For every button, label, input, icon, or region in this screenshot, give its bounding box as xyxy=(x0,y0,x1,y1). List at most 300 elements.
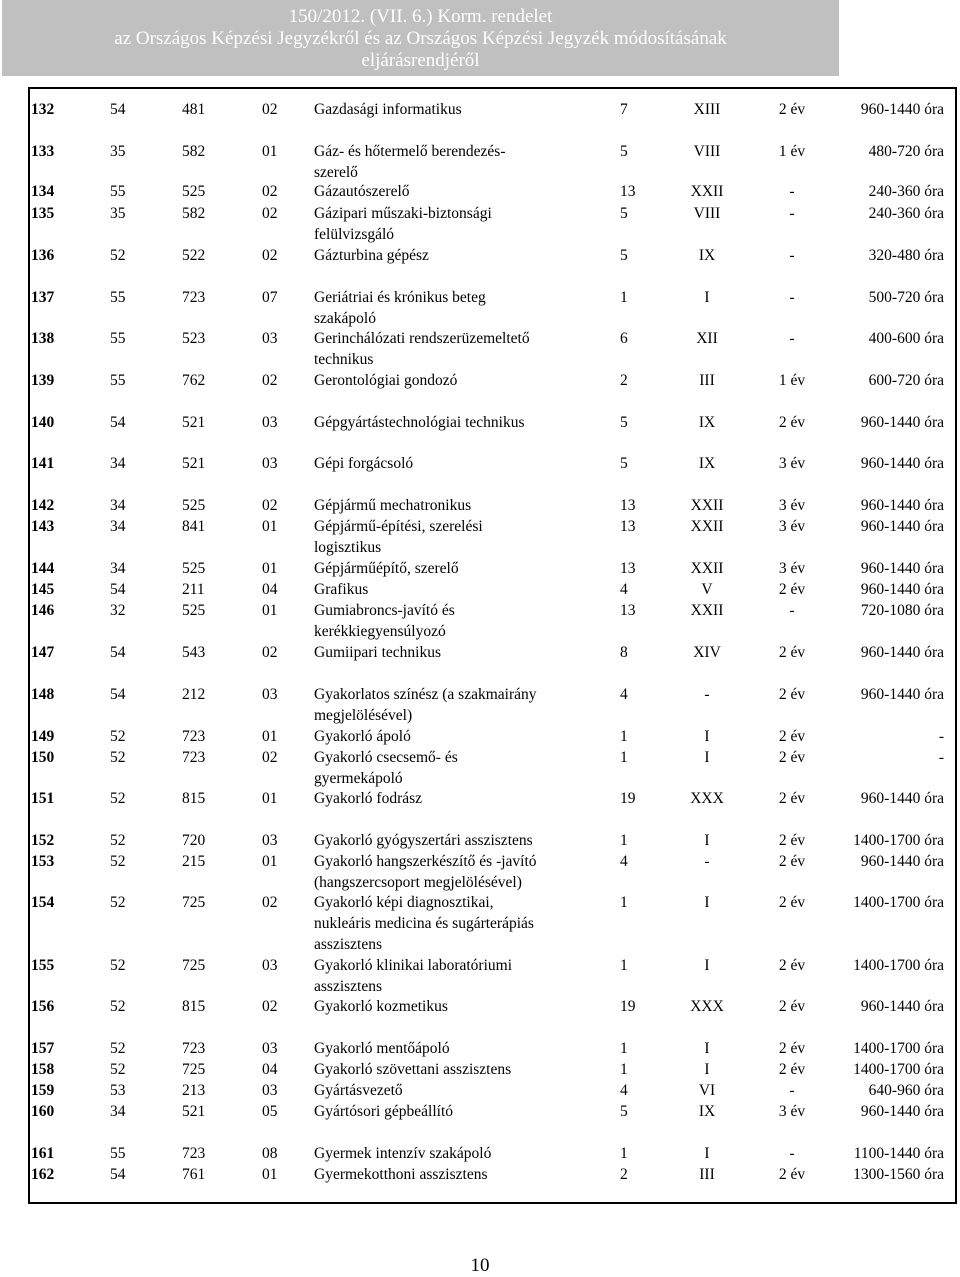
code-part-1: 35 xyxy=(110,143,126,160)
qualification-name: Gerontológiai gondozó xyxy=(314,372,458,389)
duration-years: 3 év xyxy=(778,497,806,514)
row-number: 152 xyxy=(31,832,55,849)
code-part-2: 815 xyxy=(182,998,206,1015)
code-part-1: 54 xyxy=(110,1166,126,1183)
row-number: 148 xyxy=(31,686,55,703)
code-part-1: 52 xyxy=(110,1061,126,1078)
table-row xyxy=(0,643,960,665)
level-code: 19 xyxy=(620,998,636,1015)
code-part-3: 02 xyxy=(262,749,278,766)
roman-group: IX xyxy=(698,414,716,431)
code-part-3: 04 xyxy=(262,581,278,598)
level-code: 5 xyxy=(620,143,628,160)
table-row xyxy=(0,956,960,978)
level-code: 1 xyxy=(620,728,628,745)
level-code: 2 xyxy=(620,1166,628,1183)
qualification-name: Gáz- és hőtermelő berendezés- xyxy=(314,143,506,160)
code-part-1: 55 xyxy=(110,330,126,347)
duration-hours: 480-720 óra xyxy=(868,143,944,160)
qualification-name: Gyakorlatos színész (a szakmairány xyxy=(314,686,537,703)
code-part-2: 525 xyxy=(182,602,206,619)
code-part-1: 34 xyxy=(110,497,126,514)
code-part-2: 213 xyxy=(182,1082,206,1099)
duration-years: - xyxy=(789,289,795,306)
qualification-name: Geriátriai és krónikus beteg xyxy=(314,289,486,306)
table-row xyxy=(0,517,960,539)
row-number: 151 xyxy=(31,790,55,807)
qualification-name: Gépjárműépítő, szerelő xyxy=(314,560,459,577)
level-code: 5 xyxy=(620,414,628,431)
qualification-name-continued: szerelő xyxy=(314,164,358,181)
table-row xyxy=(0,371,960,393)
duration-hours: 960-1440 óra xyxy=(860,101,944,118)
level-code: 8 xyxy=(620,644,628,661)
code-part-3: 02 xyxy=(262,497,278,514)
level-code: 6 xyxy=(620,330,628,347)
table-row xyxy=(0,288,960,310)
qualification-name: Gumiipari technikus xyxy=(314,644,441,661)
row-number: 158 xyxy=(31,1061,55,1078)
qualification-name: Gázipari műszaki-biztonsági xyxy=(314,205,492,222)
code-part-3: 02 xyxy=(262,101,278,118)
code-part-3: 03 xyxy=(262,832,278,849)
duration-years: 2 év xyxy=(778,644,806,661)
duration-years: - xyxy=(789,602,795,619)
code-part-3: 03 xyxy=(262,1082,278,1099)
roman-group: V xyxy=(701,581,713,598)
duration-years: 1 év xyxy=(778,372,806,389)
qualification-name: Gyakorló fodrász xyxy=(314,790,423,807)
table-row xyxy=(0,1060,960,1082)
qualification-name: Gépi forgácsoló xyxy=(314,455,414,472)
row-number: 134 xyxy=(31,183,55,200)
qualification-name: Gyakorló képi diagnosztikai, xyxy=(314,894,494,911)
code-part-2: 762 xyxy=(182,372,206,389)
duration-hours: 960-1440 óra xyxy=(860,560,944,577)
qualification-name: Gépgyártástechnológiai technikus xyxy=(314,414,525,431)
duration-hours: - xyxy=(938,728,944,745)
code-part-2: 815 xyxy=(182,790,206,807)
duration-hours: 1400-1700 óra xyxy=(853,1061,944,1078)
code-part-3: 07 xyxy=(262,289,278,306)
duration-years: 2 év xyxy=(778,832,806,849)
table-row xyxy=(0,601,960,623)
roman-group: XXII xyxy=(690,602,724,619)
level-code: 4 xyxy=(620,853,628,870)
roman-group: IX xyxy=(698,247,716,264)
qualification-name-continued: szakápoló xyxy=(314,310,376,327)
code-part-2: 582 xyxy=(182,143,206,160)
table-row xyxy=(0,1144,960,1166)
roman-group: VIII xyxy=(693,143,721,160)
row-number: 140 xyxy=(31,414,55,431)
code-part-2: 725 xyxy=(182,1061,206,1078)
qualification-name: Gépjármű-építési, szerelési xyxy=(314,518,483,535)
level-code: 1 xyxy=(620,957,628,974)
code-part-2: 723 xyxy=(182,749,206,766)
code-part-3: 01 xyxy=(262,728,278,745)
code-part-3: 01 xyxy=(262,853,278,870)
duration-hours: 960-1440 óra xyxy=(860,998,944,1015)
qualification-name-continued: asszisztens xyxy=(314,978,383,995)
code-part-3: 02 xyxy=(262,644,278,661)
table-row xyxy=(0,559,960,581)
table-row xyxy=(0,142,960,164)
header-line-2: az Országos Képzési Jegyzékről és az Országos Képzési Jegyzék módosításának xyxy=(114,28,727,49)
duration-hours: 600-720 óra xyxy=(868,372,944,389)
roman-group: I xyxy=(704,957,710,974)
level-code: 2 xyxy=(620,372,628,389)
row-number: 162 xyxy=(31,1166,55,1183)
code-part-1: 52 xyxy=(110,832,126,849)
qualification-name-continued: gyermekápoló xyxy=(314,770,403,787)
roman-group: III xyxy=(699,372,715,389)
duration-years: 2 év xyxy=(778,728,806,745)
roman-group: XXX xyxy=(690,790,724,807)
table-row xyxy=(0,1039,960,1061)
duration-years: - xyxy=(789,1082,795,1099)
table-row xyxy=(0,204,960,226)
duration-hours: 960-1440 óra xyxy=(860,581,944,598)
qualification-name: Gépjármű mechatronikus xyxy=(314,497,472,514)
roman-group: I xyxy=(704,1061,710,1078)
code-part-3: 03 xyxy=(262,957,278,974)
duration-hours: 1400-1700 óra xyxy=(853,832,944,849)
qualification-name: Grafikus xyxy=(314,581,369,598)
level-code: 1 xyxy=(620,832,628,849)
qualification-name-continued: asszisztens xyxy=(314,936,383,953)
row-number: 153 xyxy=(31,853,55,870)
code-part-2: 523 xyxy=(182,330,206,347)
level-code: 13 xyxy=(620,560,636,577)
code-part-2: 525 xyxy=(182,560,206,577)
row-number: 141 xyxy=(31,455,55,472)
duration-years: 1 év xyxy=(778,143,806,160)
level-code: 13 xyxy=(620,497,636,514)
code-part-2: 582 xyxy=(182,205,206,222)
duration-hours: 960-1440 óra xyxy=(860,686,944,703)
qualification-name: Gyakorló ápoló xyxy=(314,728,411,745)
qualification-name: Gumiabroncs-javító és xyxy=(314,602,455,619)
code-part-1: 52 xyxy=(110,957,126,974)
roman-group: I xyxy=(704,832,710,849)
level-code: 4 xyxy=(620,686,628,703)
level-code: 1 xyxy=(620,1040,628,1057)
duration-years: - xyxy=(789,183,795,200)
row-number: 138 xyxy=(31,330,55,347)
code-part-3: 01 xyxy=(262,518,278,535)
table-row xyxy=(0,1081,960,1103)
level-code: 5 xyxy=(620,455,628,472)
duration-hours: 960-1440 óra xyxy=(860,455,944,472)
code-part-1: 52 xyxy=(110,894,126,911)
roman-group: I xyxy=(704,894,710,911)
qualification-name: Gyakorló kozmetikus xyxy=(314,998,448,1015)
duration-hours: 240-360 óra xyxy=(868,183,944,200)
table-row xyxy=(0,727,960,749)
table-row xyxy=(0,831,960,853)
code-part-2: 725 xyxy=(182,894,206,911)
roman-group: I xyxy=(704,1040,710,1057)
level-code: 4 xyxy=(620,581,628,598)
code-part-1: 34 xyxy=(110,518,126,535)
table-row xyxy=(0,413,960,435)
row-number: 154 xyxy=(31,894,55,911)
level-code: 19 xyxy=(620,790,636,807)
code-part-2: 211 xyxy=(182,581,205,598)
duration-years: 3 év xyxy=(778,560,806,577)
qualification-name: Gyakorló gyógyszertári asszisztens xyxy=(314,832,533,849)
table-row xyxy=(0,748,960,770)
table-row xyxy=(0,789,960,811)
row-number: 146 xyxy=(31,602,55,619)
code-part-1: 52 xyxy=(110,853,126,870)
code-part-1: 54 xyxy=(110,101,126,118)
roman-group: VI xyxy=(698,1082,716,1099)
duration-hours: 960-1440 óra xyxy=(860,853,944,870)
code-part-2: 525 xyxy=(182,183,206,200)
code-part-3: 03 xyxy=(262,1040,278,1057)
row-number: 157 xyxy=(31,1040,55,1057)
header-line-1: 150/2012. (VII. 6.) Korm. rendelet xyxy=(288,6,553,27)
code-part-1: 54 xyxy=(110,686,126,703)
duration-years: 3 év xyxy=(778,1103,806,1120)
code-part-1: 55 xyxy=(110,372,126,389)
code-part-3: 03 xyxy=(262,455,278,472)
roman-group: IX xyxy=(698,455,716,472)
row-number: 160 xyxy=(31,1103,55,1120)
row-number: 135 xyxy=(31,205,55,222)
duration-hours: 640-960 óra xyxy=(868,1082,944,1099)
code-part-1: 54 xyxy=(110,644,126,661)
roman-group: - xyxy=(704,686,710,703)
code-part-1: 34 xyxy=(110,560,126,577)
duration-hours: 960-1440 óra xyxy=(860,518,944,535)
duration-hours: 960-1440 óra xyxy=(860,1103,944,1120)
duration-hours: 960-1440 óra xyxy=(860,497,944,514)
duration-hours: 1400-1700 óra xyxy=(853,1040,944,1057)
qualification-name: Gerinchálózati rendszerüzemeltető xyxy=(314,330,530,347)
roman-group: I xyxy=(704,749,710,766)
code-part-1: 54 xyxy=(110,581,126,598)
code-part-1: 32 xyxy=(110,602,126,619)
row-number: 139 xyxy=(31,372,55,389)
roman-group: XII xyxy=(696,330,718,347)
row-number: 132 xyxy=(31,101,55,118)
duration-hours: 500-720 óra xyxy=(868,289,944,306)
qualification-name: Gyakorló hangszerkészítő és -javító xyxy=(314,853,537,870)
code-part-3: 02 xyxy=(262,247,278,264)
qualification-name: Gázautószerelő xyxy=(314,183,410,200)
roman-group: XXX xyxy=(690,998,724,1015)
table-row xyxy=(0,246,960,268)
level-code: 1 xyxy=(620,894,628,911)
code-part-2: 215 xyxy=(182,853,206,870)
qualification-name-continued: technikus xyxy=(314,351,374,368)
code-part-3: 01 xyxy=(262,790,278,807)
qualification-name: Gyakorló klinikai laboratóriumi xyxy=(314,957,513,974)
duration-years: 2 év xyxy=(778,957,806,974)
roman-group: VIII xyxy=(693,205,721,222)
code-part-2: 521 xyxy=(182,455,206,472)
code-part-3: 01 xyxy=(262,1166,278,1183)
code-part-1: 55 xyxy=(110,183,126,200)
row-number: 149 xyxy=(31,728,55,745)
qualification-name: Gyakorló csecsemő- és xyxy=(314,749,458,766)
document-header xyxy=(2,0,839,76)
roman-group: I xyxy=(704,289,710,306)
qualification-name: Gyakorló szövettani asszisztens xyxy=(314,1061,512,1078)
qualification-name-continued: kerékkiegyensúlyozó xyxy=(314,623,446,640)
qualification-name: Gyártósori gépbeállító xyxy=(314,1103,454,1120)
roman-group: - xyxy=(704,853,710,870)
roman-group: XIII xyxy=(693,101,721,118)
duration-years: 2 év xyxy=(778,101,806,118)
code-part-3: 01 xyxy=(262,560,278,577)
row-number: 142 xyxy=(31,497,55,514)
code-part-3: 02 xyxy=(262,998,278,1015)
code-part-2: 521 xyxy=(182,1103,206,1120)
duration-years: 2 év xyxy=(778,749,806,766)
duration-hours: 960-1440 óra xyxy=(860,414,944,431)
duration-hours: 400-600 óra xyxy=(868,330,944,347)
code-part-3: 03 xyxy=(262,414,278,431)
table-row xyxy=(0,496,960,518)
table-row xyxy=(0,1102,960,1124)
qualification-name: Gázturbina gépész xyxy=(314,247,429,264)
level-code: 1 xyxy=(620,1061,628,1078)
table-row xyxy=(0,893,960,915)
code-part-1: 34 xyxy=(110,455,126,472)
qualification-name-continued: (hangszercsoport megjelölésével) xyxy=(314,874,522,891)
row-number: 136 xyxy=(31,247,55,264)
row-number: 137 xyxy=(31,289,55,306)
code-part-3: 03 xyxy=(262,686,278,703)
row-number: 155 xyxy=(31,957,55,974)
row-number: 159 xyxy=(31,1082,55,1099)
row-number: 143 xyxy=(31,518,55,535)
duration-years: 2 év xyxy=(778,1040,806,1057)
duration-years: 3 év xyxy=(778,455,806,472)
code-part-3: 04 xyxy=(262,1061,278,1078)
duration-hours: 960-1440 óra xyxy=(860,644,944,661)
duration-hours: 1400-1700 óra xyxy=(853,894,944,911)
table-row xyxy=(0,685,960,707)
table-row xyxy=(0,997,960,1019)
qualification-name-continued: megjelölésével) xyxy=(314,707,413,724)
roman-group: XXII xyxy=(690,518,724,535)
duration-hours: 1100-1440 óra xyxy=(853,1145,944,1162)
code-part-3: 02 xyxy=(262,183,278,200)
code-part-2: 212 xyxy=(182,686,206,703)
row-number: 133 xyxy=(31,143,55,160)
code-part-1: 34 xyxy=(110,1103,126,1120)
code-part-2: 723 xyxy=(182,289,206,306)
code-part-3: 02 xyxy=(262,372,278,389)
level-code: 5 xyxy=(620,247,628,264)
code-part-2: 761 xyxy=(182,1166,206,1183)
duration-hours: 720-1080 óra xyxy=(860,602,944,619)
qualification-name-continued: nukleáris medicina és sugárterápiás xyxy=(314,915,534,932)
code-part-1: 52 xyxy=(110,728,126,745)
level-code: 4 xyxy=(620,1082,628,1099)
duration-years: 2 év xyxy=(778,853,806,870)
code-part-2: 720 xyxy=(182,832,206,849)
level-code: 5 xyxy=(620,1103,628,1120)
code-part-1: 52 xyxy=(110,749,126,766)
roman-group: III xyxy=(699,1166,715,1183)
code-part-1: 52 xyxy=(110,998,126,1015)
level-code: 13 xyxy=(620,183,636,200)
level-code: 1 xyxy=(620,289,628,306)
row-number: 144 xyxy=(31,560,55,577)
code-part-2: 725 xyxy=(182,957,206,974)
duration-hours: 1300-1560 óra xyxy=(853,1166,944,1183)
roman-group: XXII xyxy=(690,497,724,514)
code-part-3: 08 xyxy=(262,1145,278,1162)
code-part-1: 53 xyxy=(110,1082,126,1099)
code-part-2: 723 xyxy=(182,728,206,745)
duration-years: 2 év xyxy=(778,1061,806,1078)
code-part-3: 01 xyxy=(262,143,278,160)
duration-years: - xyxy=(789,1145,795,1162)
row-number: 145 xyxy=(31,581,55,598)
code-part-3: 03 xyxy=(262,330,278,347)
page-number: 10 xyxy=(470,1255,490,1276)
code-part-1: 55 xyxy=(110,289,126,306)
level-code: 1 xyxy=(620,1145,628,1162)
qualification-name-continued: logisztikus xyxy=(314,539,382,556)
roman-group: I xyxy=(704,728,710,745)
duration-hours: 240-360 óra xyxy=(868,205,944,222)
code-part-2: 723 xyxy=(182,1040,206,1057)
level-code: 13 xyxy=(620,518,636,535)
header-line-3: eljárásrendjéről xyxy=(361,50,480,71)
roman-group: XXII xyxy=(690,560,724,577)
duration-years: 2 év xyxy=(778,414,806,431)
row-number: 161 xyxy=(31,1145,55,1162)
code-part-1: 52 xyxy=(110,790,126,807)
level-code: 13 xyxy=(620,602,636,619)
duration-hours: 1400-1700 óra xyxy=(853,957,944,974)
level-code: 7 xyxy=(620,101,628,118)
code-part-1: 52 xyxy=(110,247,126,264)
code-part-3: 05 xyxy=(262,1103,278,1120)
level-code: 1 xyxy=(620,749,628,766)
qualification-name: Gyakorló mentőápoló xyxy=(314,1040,450,1057)
qualification-name: Gazdasági informatikus xyxy=(314,101,462,118)
duration-years: 2 év xyxy=(778,581,806,598)
roman-group: XXII xyxy=(690,183,724,200)
table-row xyxy=(0,454,960,476)
roman-group: I xyxy=(704,1145,710,1162)
code-part-2: 543 xyxy=(182,644,206,661)
table-row xyxy=(0,182,960,204)
qualification-name: Gyártásvezető xyxy=(314,1082,403,1099)
code-part-2: 521 xyxy=(182,414,206,431)
code-part-2: 481 xyxy=(182,101,206,118)
duration-years: 2 év xyxy=(778,998,806,1015)
duration-years: 2 év xyxy=(778,894,806,911)
roman-group: IX xyxy=(698,1103,716,1120)
table-row xyxy=(0,580,960,602)
qualification-name: Gyermek intenzív szakápoló xyxy=(314,1145,492,1162)
code-part-1: 35 xyxy=(110,205,126,222)
duration-hours: 960-1440 óra xyxy=(860,790,944,807)
duration-years: - xyxy=(789,205,795,222)
code-part-2: 522 xyxy=(182,247,206,264)
roman-group: XIV xyxy=(693,644,721,661)
